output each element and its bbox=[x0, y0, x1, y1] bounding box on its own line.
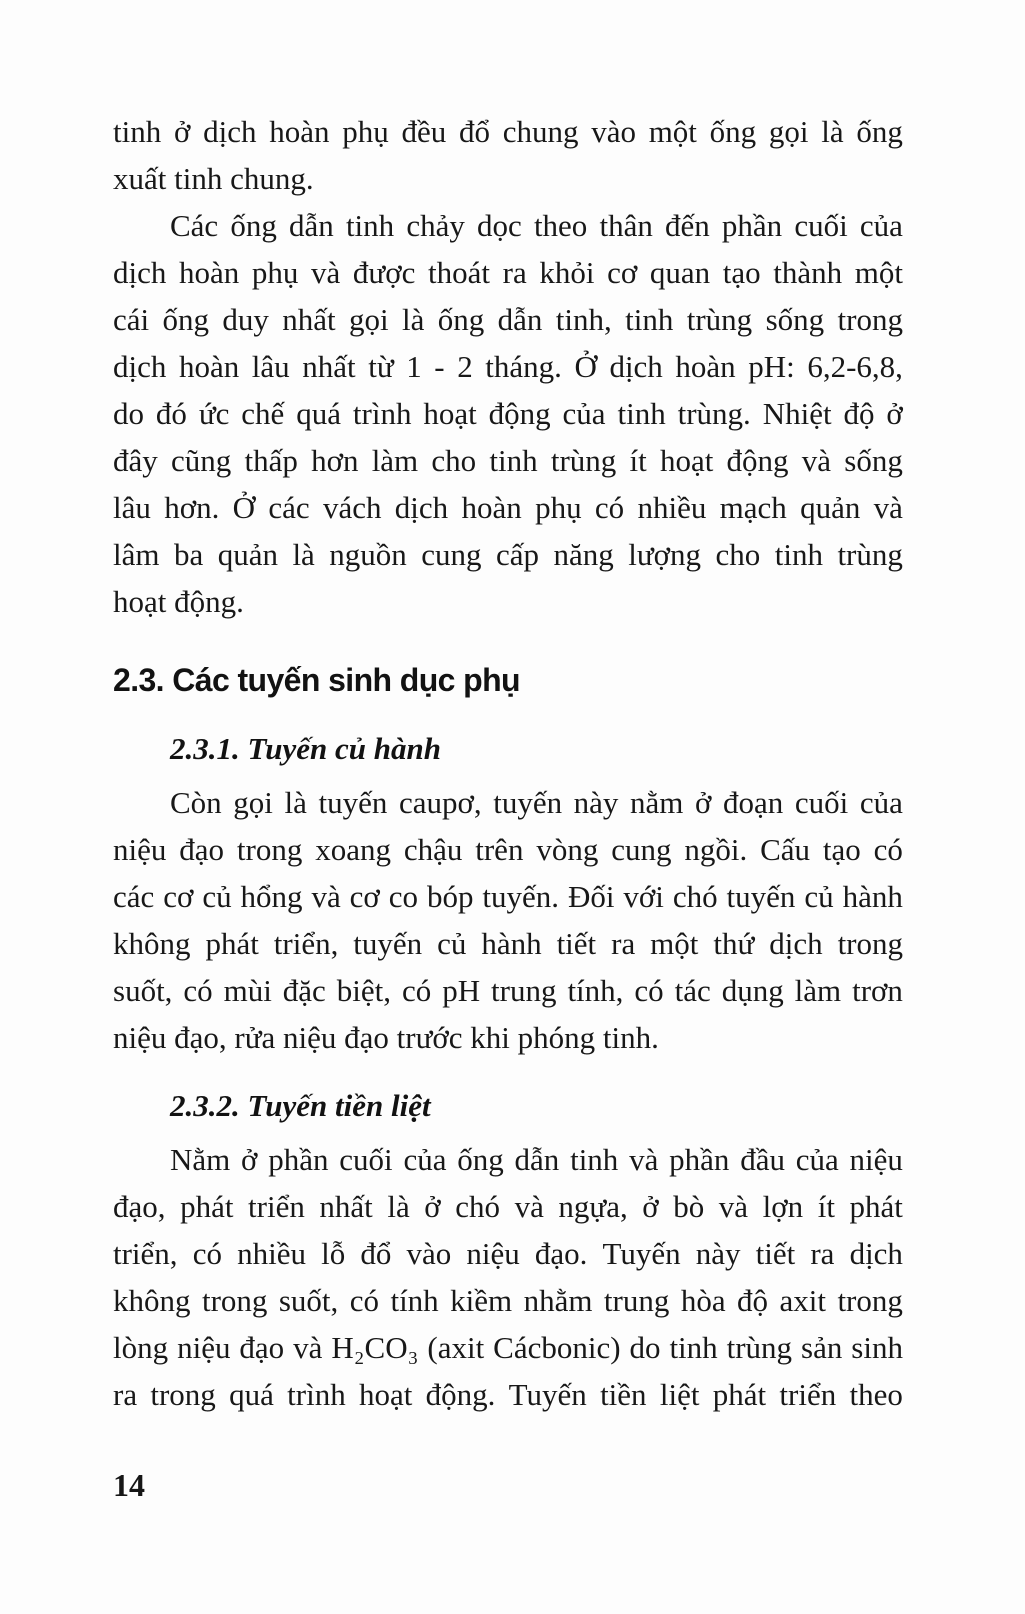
word: triển bbox=[248, 1189, 305, 1224]
word: ít bbox=[629, 443, 647, 478]
page-number: 14 bbox=[113, 1467, 145, 1503]
word: và bbox=[293, 1330, 323, 1365]
word: cơ bbox=[163, 879, 194, 914]
word: là bbox=[402, 302, 425, 337]
word: lâu bbox=[113, 490, 151, 525]
word: trong bbox=[837, 302, 903, 337]
word: trong bbox=[150, 1377, 216, 1412]
word: kiềm bbox=[450, 1283, 513, 1318]
word: phát bbox=[712, 1377, 767, 1412]
word: trong bbox=[837, 1283, 903, 1318]
word: trùng bbox=[686, 302, 753, 337]
word: đây bbox=[113, 443, 158, 478]
text-line bbox=[113, 826, 903, 873]
word: - bbox=[434, 349, 445, 384]
word: do bbox=[113, 396, 144, 431]
word: do bbox=[629, 1330, 661, 1365]
word: Còn bbox=[170, 785, 222, 820]
word: cung bbox=[611, 832, 672, 867]
word: quản bbox=[800, 490, 861, 525]
word: cũng bbox=[170, 443, 232, 478]
word: đều bbox=[401, 114, 447, 149]
word: tinh bbox=[625, 302, 674, 337]
word: thành bbox=[773, 255, 843, 290]
paragraph bbox=[113, 779, 903, 1061]
word: khỏi bbox=[539, 255, 595, 290]
subsection-heading: 2.3.2. Tuyến tiền liệt bbox=[170, 1088, 431, 1123]
word: làm bbox=[371, 443, 419, 478]
word: ngựa, bbox=[558, 1189, 628, 1224]
word: tuyến. bbox=[482, 879, 560, 914]
word: của bbox=[795, 1142, 839, 1177]
word: hòa bbox=[680, 1283, 726, 1318]
text-line: xuất tinh chung. bbox=[113, 161, 314, 196]
word: hoàn bbox=[675, 349, 736, 384]
word: chế bbox=[241, 396, 285, 431]
word: là bbox=[821, 114, 844, 149]
word: ra bbox=[502, 255, 527, 290]
word: và bbox=[514, 1189, 544, 1224]
word: sinh bbox=[851, 1330, 903, 1365]
word: có bbox=[192, 1236, 222, 1271]
word: Cácbonic) bbox=[493, 1330, 621, 1365]
word: Cấu bbox=[760, 832, 811, 867]
word: không bbox=[113, 1283, 191, 1318]
word: với bbox=[623, 879, 664, 914]
word: không bbox=[113, 926, 191, 961]
word: xoang bbox=[315, 832, 391, 867]
word: phụ bbox=[251, 255, 299, 290]
word: có bbox=[183, 973, 213, 1008]
text-line bbox=[113, 1324, 903, 1371]
paragraph bbox=[113, 108, 903, 202]
word: H₂CO₃ bbox=[331, 1330, 419, 1365]
word: co bbox=[388, 879, 419, 914]
word: vòng bbox=[536, 832, 599, 867]
text-block bbox=[113, 108, 903, 1418]
text-line bbox=[113, 873, 903, 920]
word: niệu bbox=[849, 1142, 903, 1177]
word: đến bbox=[665, 208, 710, 243]
word: cái bbox=[113, 302, 150, 337]
word: 6,2-6,8, bbox=[807, 349, 903, 384]
text-line bbox=[113, 108, 903, 155]
word: sống bbox=[765, 302, 825, 337]
word: biệt, bbox=[336, 973, 392, 1008]
word: trình bbox=[352, 396, 412, 431]
word: trình bbox=[287, 1377, 346, 1412]
word: tính, bbox=[567, 973, 624, 1008]
word: tinh bbox=[345, 208, 395, 243]
word: và bbox=[801, 443, 832, 478]
section-heading: 2.3. Các tuyến sinh dục phụ bbox=[113, 662, 520, 698]
word: của bbox=[859, 785, 903, 820]
word: tinh bbox=[113, 114, 162, 149]
word: cho bbox=[715, 537, 761, 572]
word: năng bbox=[553, 537, 614, 572]
word: niệu bbox=[466, 1236, 520, 1271]
word: dụng bbox=[721, 973, 784, 1008]
paragraph bbox=[113, 1136, 903, 1418]
word: chậu bbox=[403, 832, 463, 867]
word: có bbox=[873, 832, 903, 867]
word: đạo bbox=[239, 1330, 285, 1365]
word: tác bbox=[674, 973, 711, 1008]
text-line bbox=[113, 296, 903, 343]
word: 1 bbox=[406, 349, 422, 384]
word: pH bbox=[442, 973, 481, 1008]
word: duy bbox=[222, 302, 269, 337]
word: hổng bbox=[240, 879, 303, 914]
word: ở bbox=[695, 785, 712, 820]
word: Các bbox=[170, 208, 219, 243]
word: của bbox=[859, 208, 903, 243]
word: này bbox=[695, 1236, 741, 1271]
word: đầu bbox=[740, 1142, 785, 1177]
word: tháng. bbox=[485, 349, 562, 384]
word: được bbox=[352, 255, 416, 290]
word: có bbox=[349, 1283, 379, 1318]
word: củ bbox=[804, 879, 834, 914]
word: đoạn bbox=[723, 785, 784, 820]
word: vào bbox=[591, 114, 636, 149]
text-line bbox=[113, 920, 903, 967]
word: trong bbox=[201, 1283, 268, 1318]
word: hoàn bbox=[178, 349, 240, 384]
word: tính bbox=[390, 1283, 439, 1318]
word: hoạt bbox=[659, 443, 714, 478]
word: tinh bbox=[669, 1330, 718, 1365]
word: đổ bbox=[458, 114, 490, 149]
word: tinh bbox=[774, 537, 823, 572]
text-line bbox=[113, 390, 903, 437]
word: caupơ, bbox=[398, 785, 482, 820]
word: ở bbox=[241, 1142, 258, 1177]
word: lượng bbox=[628, 537, 702, 572]
word: và bbox=[629, 1142, 659, 1177]
word: động bbox=[488, 396, 551, 431]
word: theo bbox=[849, 1377, 903, 1412]
word: hơn bbox=[311, 443, 359, 478]
word: tinh bbox=[570, 1142, 619, 1177]
word: nhiều bbox=[637, 490, 707, 525]
word: dịch bbox=[394, 490, 449, 525]
word: ở bbox=[173, 114, 191, 149]
word: các bbox=[268, 490, 310, 525]
word: tuyến bbox=[318, 785, 388, 820]
word: là bbox=[387, 1189, 410, 1224]
word: lòng bbox=[113, 1330, 169, 1365]
word: trung bbox=[603, 1283, 670, 1318]
word: các bbox=[113, 879, 155, 914]
word: quá bbox=[296, 396, 341, 431]
word: dịch bbox=[113, 349, 167, 384]
word: Ở bbox=[574, 349, 597, 384]
word: đạo bbox=[179, 832, 225, 867]
word: ức bbox=[198, 396, 230, 431]
word: ba bbox=[173, 537, 204, 572]
subsection-heading: 2.3.1. Tuyến củ hành bbox=[170, 731, 442, 766]
word: cuối bbox=[339, 1142, 393, 1177]
word: lâm bbox=[113, 537, 160, 572]
word: gọi bbox=[349, 302, 389, 337]
word: dẫn bbox=[497, 302, 543, 337]
word: dẫn bbox=[514, 1142, 560, 1177]
word: hoàn bbox=[269, 114, 330, 149]
word: nguồn bbox=[329, 537, 407, 572]
word: của bbox=[403, 1142, 447, 1177]
word: phụ bbox=[342, 114, 389, 149]
word: củ bbox=[202, 879, 232, 914]
word: tuyến bbox=[493, 785, 563, 820]
word: ống bbox=[437, 302, 485, 337]
text-line bbox=[113, 779, 903, 826]
word: quá bbox=[229, 1377, 274, 1412]
word: và bbox=[311, 255, 341, 290]
word: nhất bbox=[282, 302, 336, 337]
word: chó bbox=[672, 879, 718, 914]
text-line bbox=[113, 1183, 903, 1230]
word: phần bbox=[669, 1142, 730, 1177]
word: thứ bbox=[713, 926, 755, 961]
word: dịch bbox=[113, 255, 167, 290]
word: lợn bbox=[762, 1189, 804, 1224]
word: là bbox=[284, 785, 307, 820]
word: dịch bbox=[203, 114, 257, 149]
word: phần bbox=[268, 1142, 329, 1177]
word: phần bbox=[721, 208, 783, 243]
word: sản bbox=[801, 1330, 843, 1365]
text-line bbox=[113, 1277, 903, 1324]
word: ống bbox=[162, 302, 210, 337]
word: triển, bbox=[113, 1236, 178, 1271]
word: hoạt bbox=[423, 396, 477, 431]
word: làm bbox=[794, 973, 842, 1008]
word: Tuyến bbox=[602, 1236, 681, 1271]
word: bò bbox=[673, 1189, 705, 1224]
word: Ở bbox=[232, 490, 256, 525]
word: có bbox=[594, 490, 625, 525]
word: triển bbox=[779, 1377, 837, 1412]
word: ở bbox=[886, 396, 903, 431]
word: ở bbox=[424, 1189, 441, 1224]
word: tinh, bbox=[555, 302, 612, 337]
word: động bbox=[726, 443, 789, 478]
word: phụ bbox=[535, 490, 582, 525]
word: đạo. bbox=[534, 1236, 588, 1271]
word: tinh bbox=[489, 443, 538, 478]
word: tạo bbox=[822, 832, 861, 867]
word: cuối bbox=[794, 785, 849, 820]
word: hơn. bbox=[164, 490, 220, 525]
word: đặc bbox=[282, 973, 326, 1008]
word: một bbox=[648, 114, 697, 149]
word: trong bbox=[837, 926, 903, 961]
word: lâu bbox=[251, 349, 290, 384]
word: quan bbox=[649, 255, 711, 290]
word: axit bbox=[779, 1283, 826, 1318]
word: và bbox=[873, 490, 903, 525]
word: Nhiệt bbox=[762, 396, 832, 431]
word: là bbox=[292, 537, 315, 572]
word: đổ bbox=[360, 1236, 392, 1271]
word: chó bbox=[455, 1189, 500, 1224]
word: tiền bbox=[600, 1377, 647, 1412]
word: ở bbox=[642, 1189, 659, 1224]
word: dọc bbox=[477, 208, 522, 243]
word: lỗ bbox=[321, 1236, 346, 1271]
word: trong bbox=[236, 832, 303, 867]
word: bóp bbox=[426, 879, 474, 914]
word: trùng. bbox=[677, 396, 751, 431]
word: trơn bbox=[852, 973, 903, 1008]
word: tiết bbox=[556, 926, 597, 961]
word: phát bbox=[205, 926, 259, 961]
word: ra bbox=[810, 1236, 835, 1271]
word: phát bbox=[180, 1189, 234, 1224]
word: Nằm bbox=[170, 1142, 231, 1177]
word: theo bbox=[533, 208, 588, 243]
text-line bbox=[113, 202, 903, 249]
paragraph bbox=[113, 202, 903, 625]
word: thân bbox=[599, 208, 653, 243]
word: trung bbox=[491, 973, 557, 1008]
text-line bbox=[113, 967, 903, 1014]
word: trùng bbox=[837, 537, 903, 572]
word: chảy bbox=[406, 208, 465, 243]
word: dẫn bbox=[289, 208, 334, 243]
word: trùng bbox=[726, 1330, 793, 1365]
word: tuyến bbox=[353, 926, 423, 961]
word: cung bbox=[421, 537, 482, 572]
word: suốt, bbox=[278, 1283, 339, 1318]
text-line bbox=[113, 531, 903, 578]
text-line bbox=[113, 1371, 903, 1418]
word: hoàn bbox=[461, 490, 522, 525]
word: vách bbox=[322, 490, 382, 525]
word: ống bbox=[457, 1142, 504, 1177]
word: và bbox=[718, 1189, 749, 1224]
text-line bbox=[113, 437, 903, 484]
word: ống bbox=[709, 114, 757, 149]
word: đạo, bbox=[113, 1189, 166, 1224]
word: của bbox=[562, 396, 606, 431]
word: có bbox=[634, 973, 664, 1008]
word: thấp bbox=[244, 443, 298, 478]
word: nhất bbox=[319, 1189, 373, 1224]
word: thoát bbox=[428, 255, 490, 290]
word: cấp bbox=[495, 537, 540, 572]
word: gọi bbox=[233, 785, 273, 820]
word: vào bbox=[406, 1236, 452, 1271]
word: có bbox=[401, 973, 432, 1008]
word: hoàn bbox=[179, 255, 240, 290]
text-line bbox=[113, 484, 903, 531]
word: cho bbox=[431, 443, 477, 478]
word: hành bbox=[842, 879, 903, 914]
word: Tuyến bbox=[508, 1377, 587, 1412]
word: tạo bbox=[722, 255, 761, 290]
word: quản bbox=[217, 537, 278, 572]
word: trùng bbox=[550, 443, 617, 478]
word: và bbox=[311, 879, 341, 914]
word: triển, bbox=[273, 926, 339, 961]
word: độ bbox=[843, 396, 875, 431]
word: một bbox=[650, 926, 699, 961]
word: từ bbox=[368, 349, 394, 384]
word: dịch bbox=[849, 1236, 903, 1271]
word: cơ bbox=[607, 255, 638, 290]
text-line bbox=[113, 343, 903, 390]
word: chung bbox=[502, 114, 579, 149]
word: nhất bbox=[302, 349, 356, 384]
word: 2 bbox=[457, 349, 473, 384]
word: ống bbox=[856, 114, 903, 149]
word: ít bbox=[817, 1189, 835, 1224]
word: ngồi. bbox=[684, 832, 748, 867]
word: một bbox=[854, 255, 903, 290]
word: niệu bbox=[113, 832, 167, 867]
word: ra bbox=[611, 926, 636, 961]
text-line: hoạt động. bbox=[113, 584, 244, 619]
word: cơ bbox=[349, 879, 380, 914]
word: nằm bbox=[630, 785, 684, 820]
word: (axit bbox=[427, 1330, 485, 1365]
word: hoạt bbox=[358, 1377, 413, 1412]
word: này bbox=[573, 785, 619, 820]
word: tiết bbox=[755, 1236, 796, 1271]
text-line bbox=[113, 1136, 903, 1183]
word: động. bbox=[425, 1377, 496, 1412]
word: đó bbox=[155, 396, 187, 431]
word: liệt bbox=[659, 1377, 700, 1412]
word: ống bbox=[230, 208, 277, 243]
word: củ bbox=[437, 926, 467, 961]
word: ra bbox=[113, 1377, 138, 1412]
word: tuyến bbox=[726, 879, 796, 914]
word: tinh bbox=[617, 396, 666, 431]
word: cuối bbox=[794, 208, 848, 243]
word: sống bbox=[844, 443, 903, 478]
word: phát bbox=[849, 1189, 903, 1224]
word: dịch bbox=[769, 926, 823, 961]
word: pH: bbox=[748, 349, 795, 384]
word: hành bbox=[481, 926, 542, 961]
word: suốt, bbox=[113, 973, 173, 1008]
word: nhiều bbox=[237, 1236, 306, 1271]
word: Đối bbox=[567, 879, 615, 914]
word: độ bbox=[737, 1283, 769, 1318]
word: nhằm bbox=[523, 1283, 593, 1318]
word: trên bbox=[475, 832, 524, 867]
text-line bbox=[113, 249, 903, 296]
text-line: niệu đạo, rửa niệu đạo trước khi phóng tinh. bbox=[113, 1020, 659, 1055]
text-line bbox=[113, 1230, 903, 1277]
word: mạch bbox=[719, 490, 787, 525]
word: dịch bbox=[609, 349, 663, 384]
word: mùi bbox=[223, 973, 272, 1008]
word: gọi bbox=[768, 114, 809, 149]
word: niệu bbox=[177, 1330, 231, 1365]
